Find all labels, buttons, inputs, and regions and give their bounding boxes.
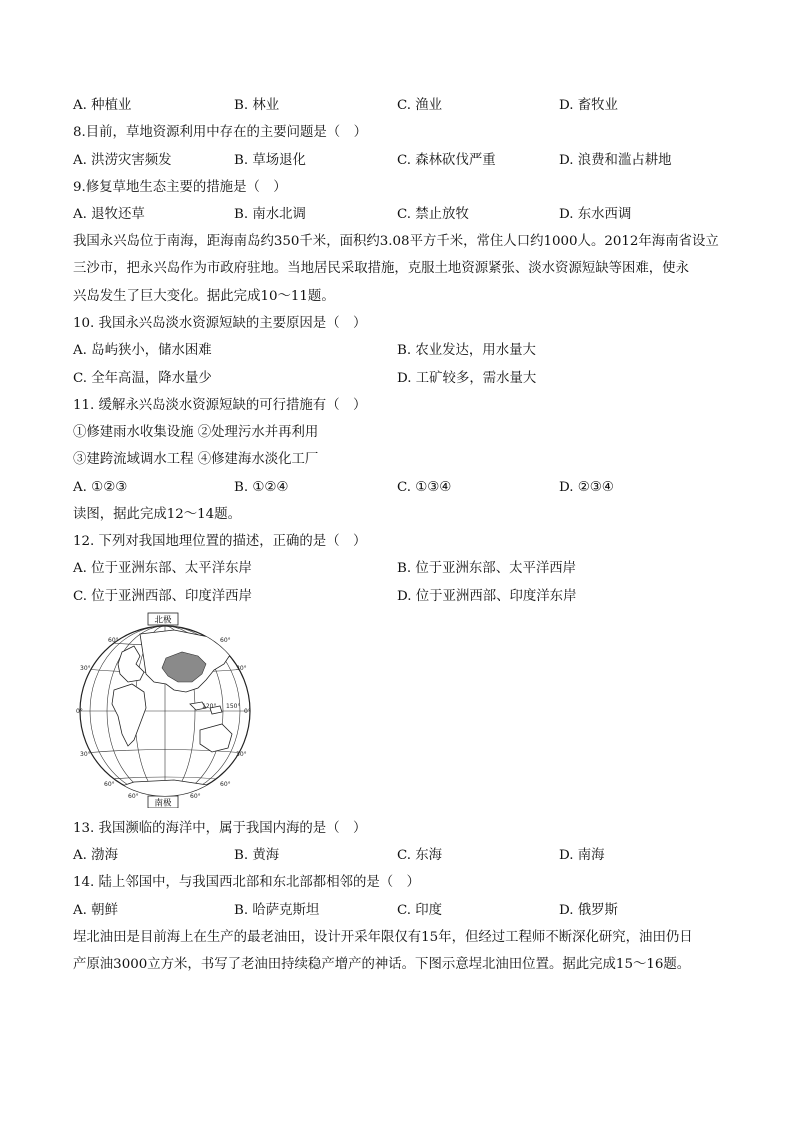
lat-label-60s-right: 60° xyxy=(220,781,231,788)
lat-label-30s-right: 30° xyxy=(236,751,247,758)
q9-option-b: B. 南水北调 xyxy=(234,207,306,222)
lon-label-150: 150° xyxy=(226,703,241,710)
q11-option-d: D. ②③④ xyxy=(559,480,614,495)
q14-option-c: C. 印度 xyxy=(397,903,443,918)
q9-option-d: D. 东水西调 xyxy=(559,207,632,222)
intro-12-14: 读图，据此完成12～14题。 xyxy=(73,507,241,522)
q14-option-a: A. 朝鲜 xyxy=(73,903,118,918)
south-pole-label: 南极 xyxy=(154,798,172,808)
q13-option-a: A. 渤海 xyxy=(73,848,118,863)
q10-option-b: B. 农业发达，用水量大 xyxy=(397,343,536,358)
globe-map xyxy=(74,612,256,808)
q8-option-a: A. 洪涝灾害频发 xyxy=(73,153,172,168)
q12-option-d: D. 位于亚洲西部、印度洋东岸 xyxy=(397,589,577,604)
lat-label-60n-left: 60° xyxy=(108,637,119,644)
q12-option-c: C. 位于亚洲西部、印度洋西岸 xyxy=(73,589,252,604)
passage1-line3: 兴岛发生了巨大变化。据此完成10～11题。 xyxy=(73,289,335,304)
q10-option-d: D. 工矿较多，需水量大 xyxy=(397,371,537,386)
q8-option-b: B. 草场退化 xyxy=(234,153,306,168)
q13-option-b: B. 黄海 xyxy=(234,848,280,863)
passage1-line1: 我国永兴岛位于南海，距海南岛约350千米，面积约3.08平方千米，常住人口约1000人。2012年海南省设立 xyxy=(73,234,719,249)
lon-label-bottom-right: 60° xyxy=(190,793,201,800)
lat-label-30n-right: 30° xyxy=(236,665,247,672)
q8-option-d: D. 浪费和滥占耕地 xyxy=(559,153,672,168)
lat-label-0-left: 0° xyxy=(76,708,83,715)
q11-option-a: A. ①②③ xyxy=(73,480,128,495)
lon-label-bottom-left: 60° xyxy=(128,793,139,800)
q13-stem: 13. 我国濒临的海洋中，属于我国内海的是（ ） xyxy=(73,821,367,836)
passage1-line2: 三沙市，把永兴岛作为市政府驻地。当地居民采取措施，克服土地资源紧张、淡水资源短缺等困难，使永 xyxy=(73,261,689,276)
q7-option-d: D. 畜牧业 xyxy=(559,98,618,113)
q8-stem: 8.目前，草地资源利用中存在的主要问题是（ ） xyxy=(73,125,367,140)
q9-option-a: A. 退牧还草 xyxy=(73,207,145,222)
q13-option-c: C. 东海 xyxy=(397,848,443,863)
passage2-line1: 埕北油田是目前海上在生产的最老油田，设计开采年限仅有15年，但经过工程师不断深化研究，油田仍日 xyxy=(73,930,693,945)
lat-label-60n-right: 60° xyxy=(220,637,231,644)
q12-option-a: A. 位于亚洲东部、太平洋东岸 xyxy=(73,561,252,576)
lat-label-30n-left: 30° xyxy=(80,665,91,672)
q11-stem: 11. 缓解永兴岛淡水资源短缺的可行措施有（ ） xyxy=(73,398,367,413)
q7-option-a: A. 种植业 xyxy=(73,98,132,113)
north-pole-label: 北极 xyxy=(154,615,172,626)
passage2-line2: 产原油3000立方米，书写了老油田持续稳产增产的神话。下图示意埕北油田位置。据此完成15～16题。 xyxy=(73,957,691,972)
lat-label-60s-left: 60° xyxy=(104,781,115,788)
q7-option-c: C. 渔业 xyxy=(397,98,443,113)
q9-option-c: C. 禁止放牧 xyxy=(397,207,469,222)
lon-label-120: 120° xyxy=(202,703,217,710)
lat-label-0-right: 0° xyxy=(244,708,251,715)
q12-option-b: B. 位于亚洲东部、太平洋西岸 xyxy=(397,561,577,576)
q13-option-d: D. 南海 xyxy=(559,848,605,863)
q11-option-b: B. ①②④ xyxy=(234,480,289,495)
q11-statements-2: ③建跨流域调水工程 ④修建海水淡化工厂 xyxy=(73,452,319,467)
q10-stem: 10. 我国永兴岛淡水资源短缺的主要原因是（ ） xyxy=(73,316,367,331)
q12-stem: 12. 下列对我国地理位置的描述，正确的是（ ） xyxy=(73,534,367,549)
q11-statements-1: ①修建雨水收集设施 ②处理污水并再利用 xyxy=(73,425,319,440)
q9-stem: 9.修复草地生态主要的措施是（ ） xyxy=(73,180,287,195)
q14-option-b: B. 哈萨克斯坦 xyxy=(234,903,320,918)
q11-option-c: C. ①③④ xyxy=(397,480,452,495)
q8-option-c: C. 森林砍伐严重 xyxy=(397,153,496,168)
lat-label-30s-left: 30° xyxy=(80,751,91,758)
q7-option-b: B. 林业 xyxy=(234,98,280,113)
q14-option-d: D. 俄罗斯 xyxy=(559,903,618,918)
q14-stem: 14. 陆上邻国中，与我国西北部和东北部都相邻的是（ ） xyxy=(73,875,420,890)
q10-option-a: A. 岛屿狭小，储水困难 xyxy=(73,343,212,358)
q10-option-c: C. 全年高温，降水量少 xyxy=(73,371,212,386)
